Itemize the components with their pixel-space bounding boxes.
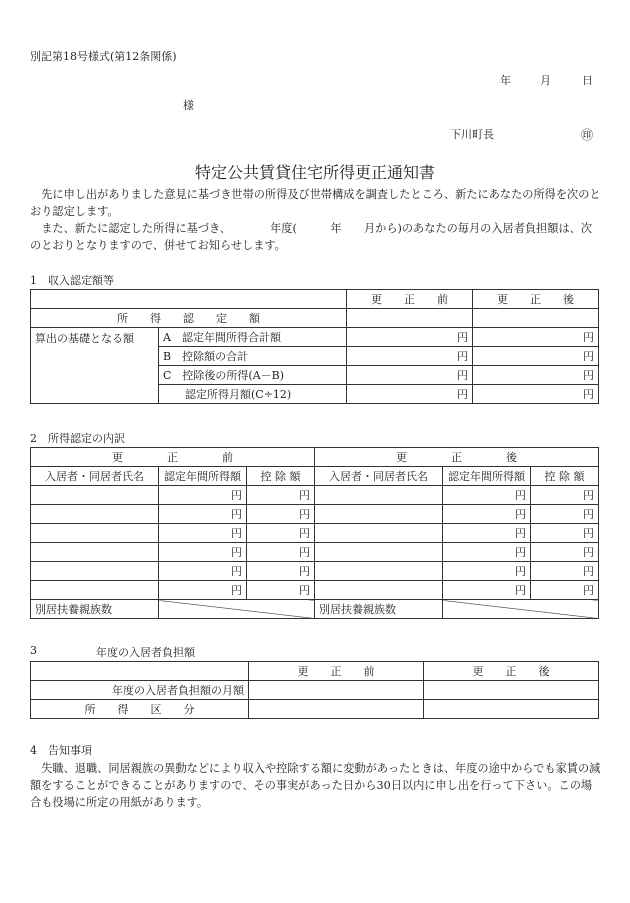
section1-heading: 1 収入認定額等 [30, 274, 114, 287]
intro-paragraph-2: また、新たに認定した所得に基づき、 年度( 年 月から)のあなたの毎月の入居者負担額は、次のとおりとなりますので、併せてお知らせします。 [30, 222, 593, 252]
name-cell [315, 581, 443, 600]
value-before: 円 [347, 347, 473, 366]
value-after: 円 [473, 347, 599, 366]
deduction-cell: 円 [531, 486, 599, 505]
income-cell: 円 [443, 505, 531, 524]
income-cell: 円 [159, 581, 247, 600]
name-cell [315, 505, 443, 524]
group-label: 算出の基礎となる額 [31, 328, 159, 404]
deduction-cell: 円 [531, 505, 599, 524]
notice-text: 失職、退職、同居親族の異動などにより収入や控除する額に変動があったときは、年度の途中からでも家賃の減額をすることができることがありますので、その事実があった日から30日以内に申し出を行って下さい。この場合も役場に所定の用紙があります。 [30, 762, 601, 809]
table-row [31, 486, 599, 505]
name-cell [315, 562, 443, 581]
date-month: 月 [540, 74, 551, 87]
value-before: 円 [347, 366, 473, 385]
col-after: 更 正 後 [424, 662, 599, 681]
income-cell: 円 [159, 505, 247, 524]
table-row [31, 543, 599, 562]
deduction-cell: 円 [247, 581, 315, 600]
income-cell: 円 [443, 524, 531, 543]
income-cell: 円 [159, 524, 247, 543]
name-cell [315, 524, 443, 543]
col-after: 更 正 後 [473, 290, 599, 309]
deduction-cell: 円 [247, 562, 315, 581]
income-table [30, 289, 599, 404]
income-cell: 円 [443, 486, 531, 505]
name-cell [315, 543, 443, 562]
name-cell [315, 486, 443, 505]
name-cell [31, 505, 159, 524]
group-before: 更 正 前 [31, 448, 315, 467]
date-day: 日 [582, 74, 593, 87]
col-deduction: 控 除 額 [531, 467, 599, 486]
table-row [31, 328, 599, 347]
income-cell: 円 [159, 486, 247, 505]
table-row [31, 505, 599, 524]
date-year: 年 [500, 74, 511, 87]
col-income: 認定年間所得額 [443, 467, 531, 486]
deduction-cell: 円 [247, 486, 315, 505]
value-after: 円 [473, 385, 599, 404]
burden-table [30, 661, 599, 719]
income-class-label: 所 得 区 分 [31, 700, 249, 719]
row-label: 認定所得月額(C÷12) [159, 385, 347, 404]
form-id: 別記第18号様式(第12条関係) [30, 50, 177, 63]
name-cell [31, 543, 159, 562]
section2-heading: 2 所得認定の内訳 [30, 432, 125, 445]
row-label: B 控除額の合計 [159, 347, 347, 366]
income-cell: 円 [443, 562, 531, 581]
income-header: 所 得 認 定 額 [31, 309, 347, 328]
name-cell [31, 524, 159, 543]
col-before: 更 正 前 [347, 290, 473, 309]
row-label: A 認定年間所得合計額 [159, 328, 347, 347]
deduction-cell: 円 [531, 581, 599, 600]
col-deduction: 控 除 額 [247, 467, 315, 486]
value-after: 円 [473, 366, 599, 385]
issuer: 下川町長 [450, 128, 494, 141]
col-name: 入居者・同居者氏名 [315, 467, 443, 486]
deduction-cell: 円 [531, 543, 599, 562]
value-before: 円 [347, 328, 473, 347]
deduction-cell: 円 [247, 505, 315, 524]
deduction-cell: 円 [247, 543, 315, 562]
deduction-cell: 円 [531, 562, 599, 581]
group-after: 更 正 後 [315, 448, 599, 467]
table-row [31, 562, 599, 581]
intro-paragraph-1: 先に申し出がありました意見に基づき世帯の所得及び世帯構成を調査したところ、新たにあなたの所得を次のとおり認定します。 [30, 188, 601, 218]
name-cell [31, 581, 159, 600]
deduction-cell: 円 [247, 524, 315, 543]
income-cell: 円 [443, 581, 531, 600]
value-before: 円 [347, 385, 473, 404]
dependents-label: 別居扶養親族数 [315, 600, 443, 619]
table-row [31, 524, 599, 543]
seal-mark: ㊞ [581, 128, 594, 142]
diagonal-cell [443, 600, 599, 619]
row-label: C 控除後の所得(A－B) [159, 366, 347, 385]
section4-heading: 4 告知事項 [30, 744, 92, 757]
income-cell: 円 [159, 543, 247, 562]
breakdown-table [30, 447, 599, 619]
value-after: 円 [473, 328, 599, 347]
deduction-cell: 円 [531, 524, 599, 543]
name-cell [31, 562, 159, 581]
col-before: 更 正 前 [249, 662, 424, 681]
section3-heading-num: 3 [30, 644, 37, 657]
section3-heading: 年度の入居者負担額 [96, 646, 195, 659]
table-row [31, 581, 599, 600]
document-title: 特定公共賃貸住宅所得更正通知書 [194, 163, 435, 182]
col-income: 認定年間所得額 [159, 467, 247, 486]
income-cell: 円 [443, 543, 531, 562]
diagonal-cell [159, 600, 315, 619]
monthly-burden-label: 年度の入居者負担額の月額 [31, 681, 249, 700]
addressee-suffix: 様 [183, 99, 194, 112]
income-cell: 円 [159, 562, 247, 581]
dependents-label: 別居扶養親族数 [31, 600, 159, 619]
col-name: 入居者・同居者氏名 [31, 467, 159, 486]
name-cell [31, 486, 159, 505]
